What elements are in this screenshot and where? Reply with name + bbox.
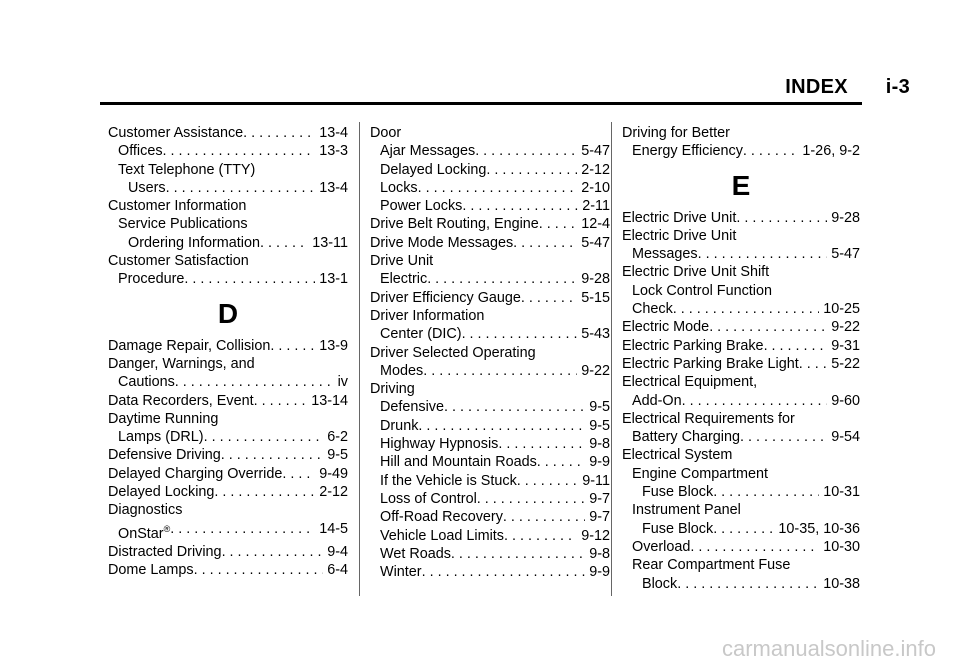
- index-heading: Daytime Running: [108, 410, 219, 427]
- index-entry: Ajar Messages . . . 5-47: [370, 142, 610, 160]
- index-heading: Electric Drive Unit: [622, 227, 737, 244]
- index-entry: Delayed Locking . . . 2-12: [370, 161, 610, 179]
- index-heading: Door: [370, 125, 402, 141]
- index-entry: Overload . . . 10-30: [622, 538, 860, 556]
- index-entry: Off-Road Recovery . . . 9-7: [370, 508, 610, 526]
- index-entry: Loss of Control . . . 9-7: [370, 490, 610, 508]
- index-entry: Electric Drive Unit . . . 9-28: [622, 209, 860, 227]
- section-letter-e: E: [731, 169, 751, 201]
- index-entry: Electric . . . 9-28: [370, 270, 610, 288]
- index-entry: Add-On . . . 9-60: [622, 392, 860, 410]
- index-entry: Messages . . . 5-47: [622, 245, 860, 263]
- index-entry: Locks . . . 2-10: [370, 179, 610, 197]
- index-heading: Text Telephone (TTY): [118, 161, 256, 178]
- index-entry: Hill and Mountain Roads . . . 9-9: [370, 453, 610, 471]
- index-column-1: [108, 124, 348, 579]
- index-heading: Drive Unit: [370, 253, 434, 270]
- header-rule: [100, 102, 862, 105]
- index-entry: Cautions . . . iv: [108, 373, 348, 391]
- index-entry: Lamps (DRL) . . . 6-2: [108, 428, 348, 446]
- watermark-text: carmanualsonline.info: [721, 636, 936, 661]
- index-heading: Electric Drive Unit Shift: [622, 264, 770, 281]
- index-entry: Drive Belt Routing, Engine . . . 12-4: [370, 215, 610, 233]
- index-entry: OnStar® . . . 14-5: [108, 520, 348, 543]
- index-entry: Driver Efficiency Gauge . . . 5-15: [370, 289, 610, 307]
- index-entry: Data Recorders, Event . . . 13-14: [108, 392, 348, 410]
- index-entry: Users . . . 13-4: [108, 179, 348, 197]
- index-entry: Center (DIC) . . . 5-43: [370, 325, 610, 343]
- index-column-2: [370, 124, 610, 581]
- index-heading: Electrical Requirements for: [622, 410, 795, 427]
- index-heading: Driver Selected Operating: [370, 344, 536, 361]
- column-divider: [359, 122, 360, 596]
- index-entry: Block . . . 10-38: [622, 575, 860, 593]
- index-heading: Customer Information: [108, 198, 247, 215]
- index-entry: Wet Roads . . . 9-8: [370, 545, 610, 563]
- index-entry: Ordering Information . . . 13-11: [108, 234, 348, 252]
- index-heading: Driving: [370, 381, 415, 398]
- index-entry: Delayed Charging Override . . . 9-49: [108, 465, 348, 483]
- index-entry: Winter . . . 9-9: [370, 563, 610, 581]
- index-entry: Offices . . . 13-3: [108, 142, 348, 160]
- index-entry: Energy Efficiency . . . 1-26, 9-2: [622, 142, 860, 160]
- index-heading: Diagnostics: [108, 502, 183, 519]
- index-heading: Driving for Better: [622, 125, 730, 141]
- index-entry: Procedure . . . 13-1: [108, 270, 348, 288]
- page-number: i-3: [885, 76, 910, 98]
- index-heading: Driver Information: [370, 307, 485, 324]
- index-heading: Lock Control Function: [632, 282, 772, 299]
- index-entry: Check . . . 10-25: [622, 300, 860, 318]
- index-entry: Power Locks . . . 2-11: [370, 197, 610, 215]
- index-entry: Highway Hypnosis . . . 9-8: [370, 435, 610, 453]
- page-header: [785, 76, 910, 99]
- index-entry: Drive Mode Messages . . . 5-47: [370, 234, 610, 252]
- index-column-3: [622, 124, 860, 593]
- index-entry: Damage Repair, Collision . . . 13-9: [108, 337, 348, 355]
- index-heading: Instrument Panel: [632, 502, 741, 519]
- index-entry: Distracted Driving . . . 9-4: [108, 543, 348, 561]
- index-entry: Electric Parking Brake Light . . . 5-22: [622, 355, 860, 373]
- index-entry: Modes . . . 9-22: [370, 362, 610, 380]
- index-entry: Electric Mode . . . 9-22: [622, 318, 860, 336]
- index-entry: Vehicle Load Limits . . . 9-12: [370, 527, 610, 545]
- index-entry: Battery Charging . . . 9-54: [622, 428, 860, 446]
- index-entry: Defensive Driving . . . 9-5: [108, 446, 348, 464]
- index-entry: Customer Assistance . . . 13-4: [108, 124, 348, 142]
- index-heading: Service Publications: [118, 216, 248, 233]
- index-heading: Engine Compartment: [632, 465, 768, 482]
- registered-mark: ®: [163, 523, 171, 534]
- index-entry: Defensive . . . 9-5: [370, 398, 610, 416]
- index-entry: Delayed Locking . . . 2-12: [108, 483, 348, 501]
- index-heading: Customer Satisfaction: [108, 253, 249, 270]
- index-entry: Dome Lamps . . . 6-4: [108, 561, 348, 579]
- index-entry: Fuse Block . . . 10-31: [622, 483, 860, 501]
- index-entry: Fuse Block . . . 10-35, 10-36: [622, 520, 860, 538]
- column-divider: [611, 122, 612, 596]
- section-letter-d: D: [217, 297, 239, 329]
- index-title: INDEX: [785, 76, 848, 98]
- index-heading: Electrical Equipment,: [622, 374, 758, 391]
- index-entry: If the Vehicle is Stuck . . . 9-11: [370, 472, 610, 490]
- index-entry: Electric Parking Brake . . . 9-31: [622, 337, 860, 355]
- index-heading: Electrical System: [622, 447, 733, 464]
- index-heading: Rear Compartment Fuse: [632, 557, 791, 574]
- index-entry: Drunk . . . 9-5: [370, 417, 610, 435]
- index-heading: Danger, Warnings, and: [108, 355, 255, 372]
